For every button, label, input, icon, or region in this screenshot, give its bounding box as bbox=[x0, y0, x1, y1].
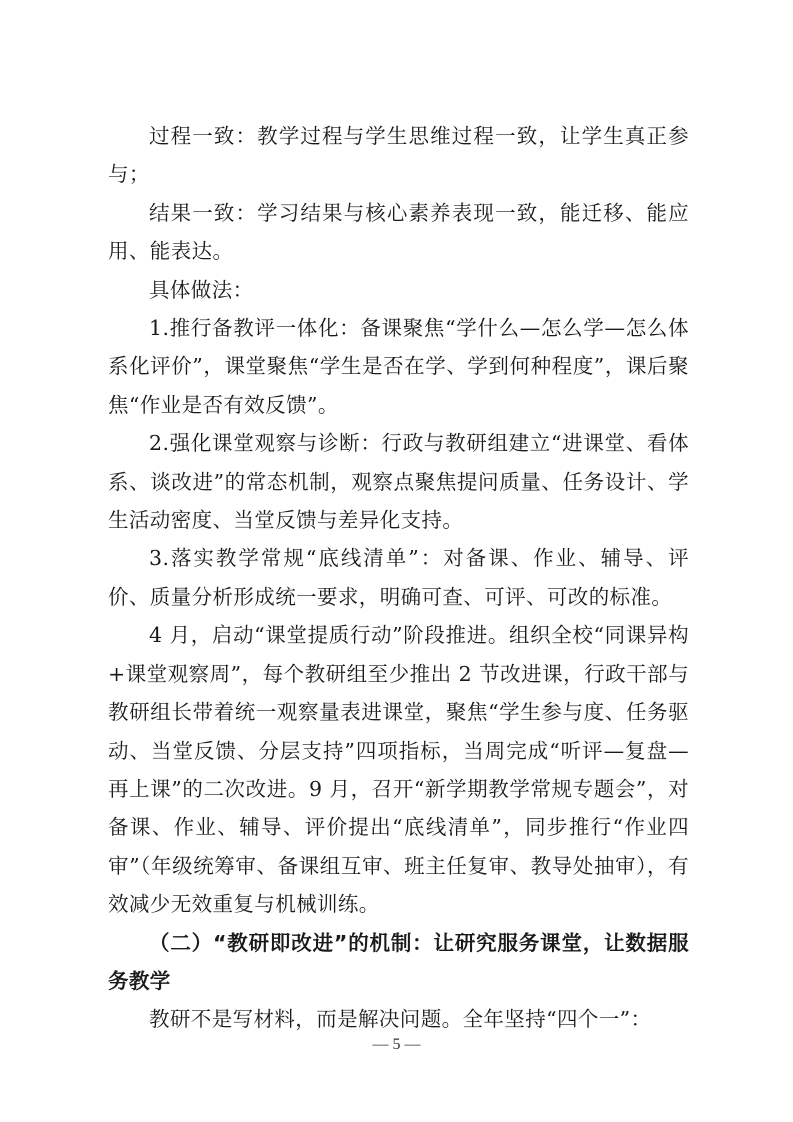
paragraph-specific-methods: 具体做法： bbox=[149, 277, 254, 302]
paragraph-result-consistency: 结果一致：学习结果与核心素养表现一致，能迁移、能应用、能表达。 bbox=[108, 200, 689, 264]
paragraph-four-ones: 教研不是写材料，而是解决问题。全年坚持“四个一”： bbox=[149, 1007, 652, 1032]
paragraph-item-2: 2.强化课堂观察与诊断：行政与教研组建立“进课堂、看体系、谈改进”的常态机制，观察点聚焦提问质量、任务设计、学生活动密度、当堂反馈与差异化支持。 bbox=[108, 431, 689, 533]
page-number: — 5 — bbox=[372, 1036, 421, 1053]
paragraph-item-1: 1.推行备教评一体化：备课聚焦“学什么—怎么学—怎么体系化评价”，课堂聚焦“学生是否在学、学到何种程度”，课后聚焦“作业是否有效反馈”。 bbox=[108, 316, 689, 417]
document-body bbox=[108, 117, 689, 1039]
paragraph-april-september: 4 月，启动“课堂提质行动”阶段推进。组织全校“同课异构+课堂观察周”，每个教研组至少推出 2 节改进课，行政干部与教研组长带着统一观察量表进课堂，聚焦“学生参与度、任务驱动、当堂反馈、分层支持”四项指标，当周完成“听评—复盘—再上课”的二次改进。9 月，召开“新学期教学常规专题会”，对备课、作业、辅导、评价提出“底线清单”，同步推行“作业四审”（年级统筹审、备课组互审、班主任复审、教导处抽审），有效减少无效重复与机械训练。 bbox=[108, 623, 689, 917]
paragraph-process-consistency: 过程一致：教学过程与学生思维过程一致，让学生真正参与； bbox=[108, 124, 689, 187]
paragraph-item-3: 3.落实教学常规“底线清单”：对备课、作业、辅导、评价、质量分析形成统一要求，明确可查、可评、可改的标准。 bbox=[108, 546, 689, 609]
section-heading: （二）“教研即改进”的机制：让研究服务课堂，让数据服务教学 bbox=[108, 930, 689, 993]
